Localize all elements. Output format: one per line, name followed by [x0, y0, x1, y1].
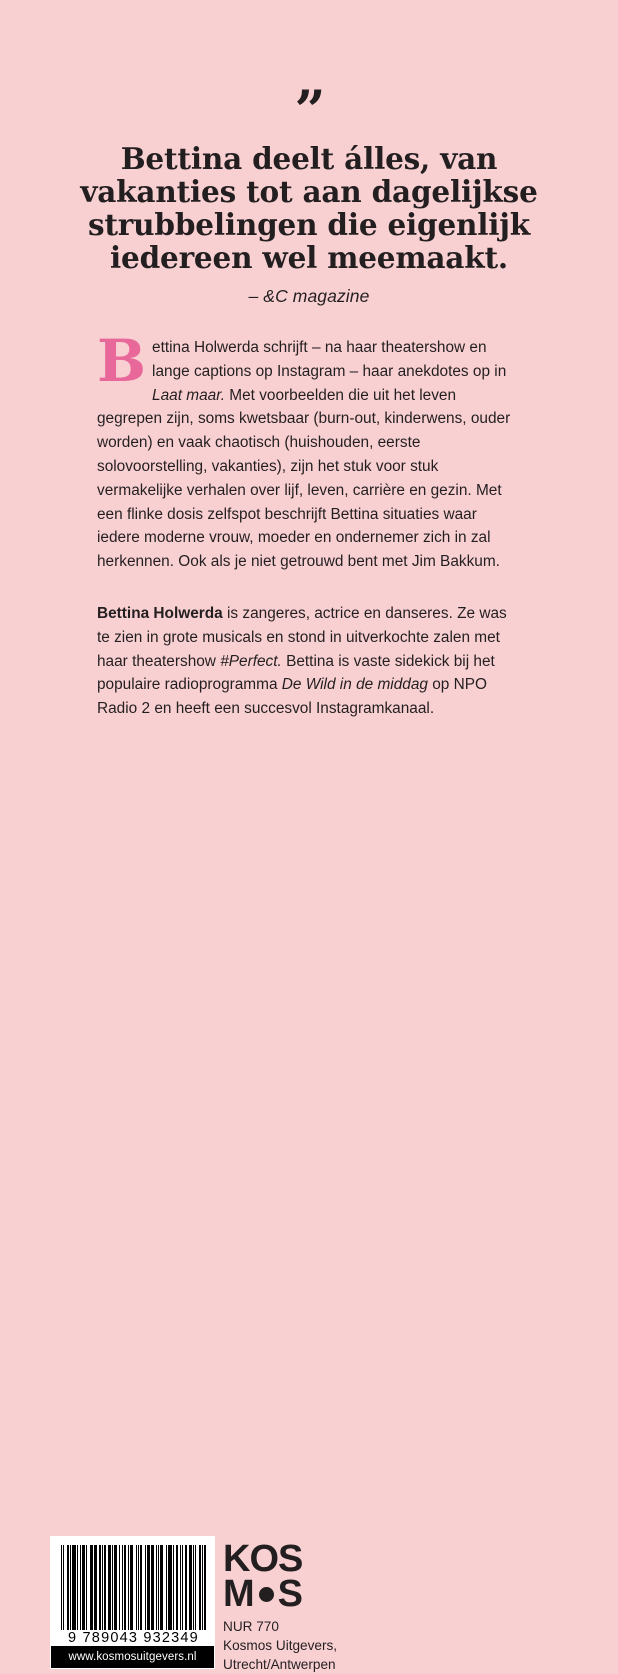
- imprint-info: [223, 1618, 337, 1674]
- publisher-city: Utrecht/Antwerpen: [223, 1656, 337, 1674]
- isbn-number: 9 789043 932349: [59, 1630, 208, 1646]
- book-title-italic: Laat maar.: [152, 387, 225, 404]
- quote-line: vakanties tot aan dagelijkse: [54, 175, 564, 208]
- blurb-text-segment: Met voorbeelden die uit het leven gegrepen zijn, soms kwetsbaar (burn-out, kinderwens, ouder worden) en vaak chaotisch (huishouden, eerste solovoorstelling, vakanties), zijn het stuk voor stuk vermakelijke verhalen over lijf, leven, carrière en gezin. Met een flinke dosis zelfspot beschrijft Bettina situaties waar iedere moderne vrouw, moeder en ondernemer zich in zal herkennen. Ook als je niet getrouwd bent met Jim Bakkum.: [97, 387, 510, 571]
- review-quote-text: [0, 142, 618, 274]
- logo-line-two: [223, 1577, 343, 1612]
- logo-letter-m: M: [223, 1577, 254, 1612]
- quotation-mark-icon: ”: [0, 96, 618, 132]
- author-bio-paragraph: [97, 602, 520, 721]
- quote-line: iedereen wel meemaakt.: [54, 241, 564, 274]
- publisher-name: Kosmos Uitgevers,: [223, 1637, 337, 1656]
- drop-cap-letter: B: [97, 338, 146, 386]
- review-quote-source: – &C magazine: [0, 286, 618, 307]
- blurb-section: [97, 336, 520, 721]
- logo-line-one: KOS: [223, 1542, 343, 1577]
- kosmos-publisher-logo: [223, 1542, 343, 1612]
- quote-line: strubbelingen die eigenlijk: [54, 208, 564, 241]
- publisher-website-url: www.kosmosuitgevers.nl: [51, 1646, 214, 1668]
- bio-text-segment: is zangeres, actrice en danseres. Ze was te zien in grote musicals en stond in uitverkochte zalen met haar theatershow: [97, 605, 507, 670]
- nur-code: NUR 770: [223, 1618, 337, 1637]
- cover-footer: [0, 760, 618, 960]
- isbn-barcode: [50, 1536, 215, 1669]
- barcode-bars: [61, 1545, 206, 1630]
- bio-text-segment: op NPO Radio 2 en heeft een succesvol Instagramkanaal.: [97, 676, 487, 717]
- logo-letter-s: S: [278, 1577, 302, 1612]
- quote-line: Bettina deelt álles, van: [54, 142, 564, 175]
- bio-text-segment: Bettina is vaste sidekick bij het populaire radioprogramma: [97, 653, 495, 694]
- radio-program-title-italic: De Wild in de middag: [282, 676, 428, 693]
- show-title-italic: #Perfect.: [220, 653, 282, 670]
- author-name: Bettina Holwerda: [97, 605, 223, 622]
- review-quote-block: [0, 96, 618, 307]
- blurb-paragraph: [97, 336, 520, 574]
- logo-dot-icon: [259, 1587, 274, 1602]
- blurb-text-segment: ettina Holwerda schrijft – na haar theatershow en lange captions op Instagram – haar anekdotes op in: [152, 339, 506, 380]
